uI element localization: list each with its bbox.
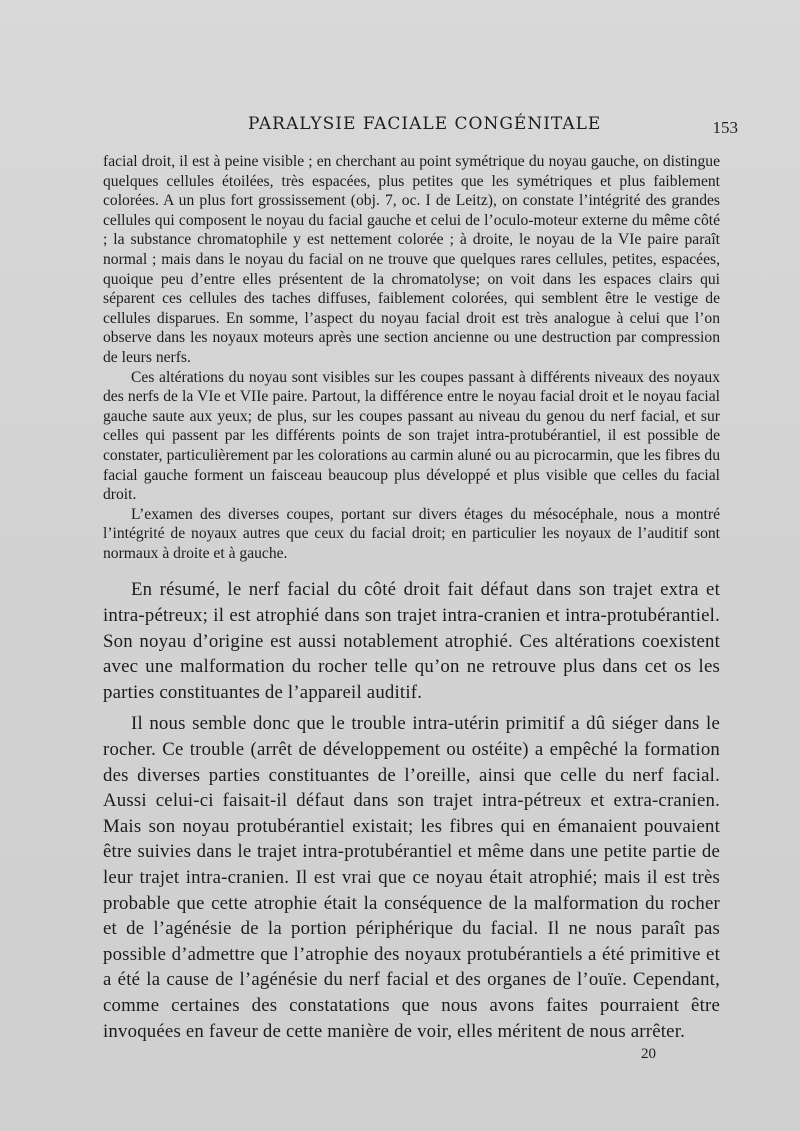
page-number: 153 [712,118,738,137]
paragraph-nucleus-description: facial droit, il est à peine visible ; en cherchant au point symétrique du noyau gauche, on distingue quelques cellules étoilées, très espacées, plus petites que les symétriques et plus faiblement colorées. A un plus fort grossissement (obj. 7, oc. I de Leitz), on constate l’intégrité des grandes cellules qui composent le noyau du facial gauche et celui de l’oculo-moteur externe du même côté ; la substance chromatophile y est nettement colorée ; à droite, le noyau de la VIe paire paraît normal ; mais dans le noyau du facial on ne trouve que quelques rares cellules, petites, espacées, quoique peu d’entre elles présentent de la chromatolyse; on voit dans les espaces clairs qui séparent ces cellules des taches diffuses, faiblement colorées, qui semblent être le vestige de cellules disparues. En somme, l’aspect du noyau facial droit est très analogue à celui que l’on observe dans les noyaux moteurs après une section ancienne ou une destruction par compression de leurs nerfs. [103,153,720,366]
paragraph-examination: L’examen des diverses coupes, portant sur divers étages du mésocéphale, nous a montré l’intégrité de noyaux autres que ceux du facial droit; en particulier les noyaux de l’auditif sont normaux à droite et à gauche. [103,505,720,562]
running-title: PARALYSIE FACIALE CONGÉNITALE [248,114,602,134]
page-header [100,114,740,138]
signature-number: 20 [641,1046,656,1062]
paragraph-summary: En résumé, le nerf facial du côté droit fait défaut dans son trajet extra et intra-pétreux; il est atrophié dans son trajet intra-cranien et intra-protubérantiel. Son noyau d’origine est aussi notablement atrophié. Ces altérations coexistent avec une malformation du rocher telle qu’on ne retrouve plus dans cet os les parties constituantes de l’appareil auditif. [103,579,720,703]
body-text [103,152,720,1044]
paragraph-hypothesis: Il nous semble donc que le trouble intra-utérin primitif a dû siéger dans le rocher. Ce trouble (arrêt de développement ou ostéite) a empêché la formation des diverses parties constituantes de l’oreille, ainsi que celle du nerf facial. Aussi celui-ci faisait-il défaut dans son trajet intra-pétreux et extra-cranien. Mais son noyau protubérantiel existait; les fibres qui en émanaient pouvaient être suivies dans le trajet intra-protubérantiel et même dans une petite partie de leur trajet intra-cranien. Il est vrai que ce noyau était atrophié; mais il est très probable que cette atrophie était la conséquence de la malformation du rocher et de l’agénésie de la portion périphérique du facial. Il ne nous paraît pas possible d’admettre que l’atrophie des noyaux protubérantiels a été primitive et a été la cause de l’agénésie du nerf facial et des organes de l’ouïe. Cependant, comme certaines des constatations que nous avons faites pourraient être invoquées en faveur de cette manière de voir, elles méritent de nous arrêter. [103,713,720,1042]
paragraph-alterations: Ces altérations du noyau sont visibles sur les coupes passant à différents niveaux des noyaux des nerfs de la VIe et VIIe paire. Partout, la différence entre le noyau facial droit et le noyau facial gauche saute aux yeux; de plus, sur les coupes passant au niveau du genou du nerf facial, et sur celles qui passent par les différents points de son trajet intra-protubérantiel, il est possible de constater, particulièrement par les colorations au carmin aluné ou au picrocarmin, que les fibres du facial gauche forment un faisceau beaucoup plus développé et plus visible que celles du facial droit. [103,368,720,504]
